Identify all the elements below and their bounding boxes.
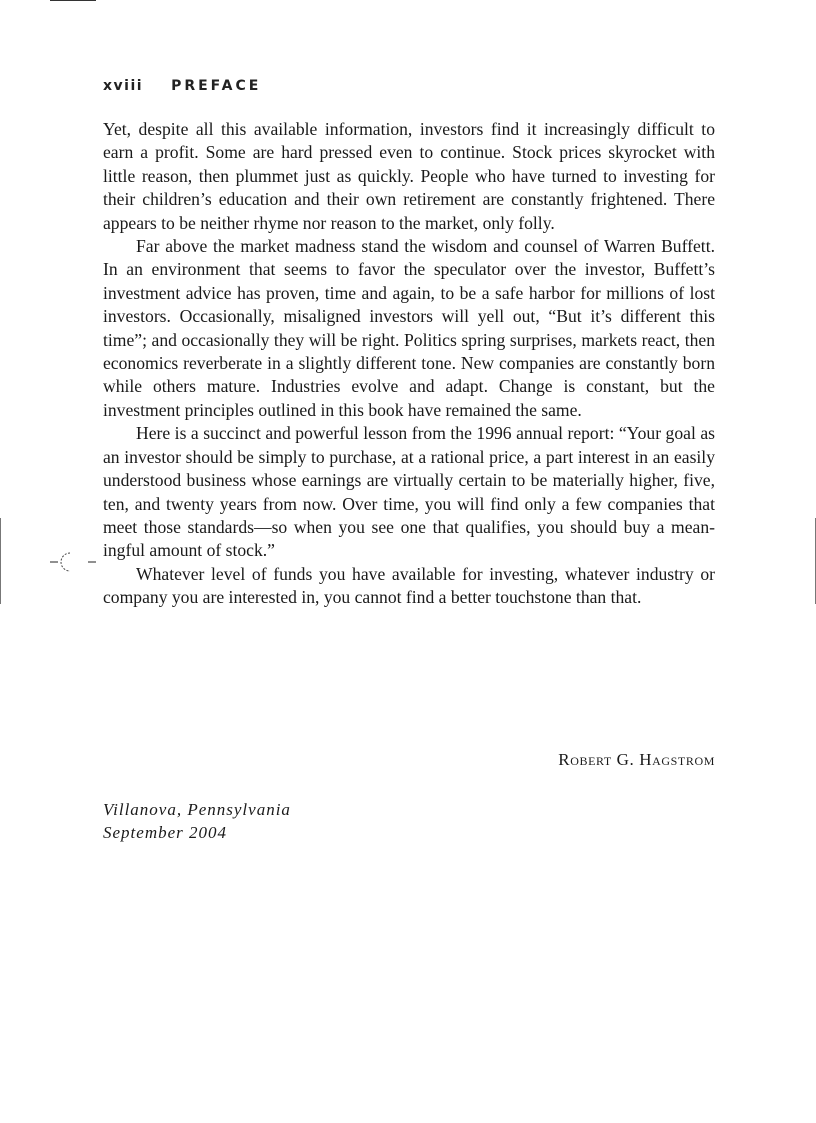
registration-mark-icon [50, 548, 96, 578]
body-text [103, 118, 715, 610]
location: Villanova, Pennsylvania [103, 800, 291, 819]
paragraph: Here is a succinct and powerful lesson from the 1996 annual report: “Your goal as an investor should be simply to purchase, at a rational price, a part interest in an easily understood business whose earnings are virtually certain to be materially higher, five, ten, and twenty years from now. Over time, you will find only a few companies that meet those standards—so when you see one that qualifies, you should buy a meaningful amount of stock.” [103, 423, 715, 561]
section-title: PREFACE [171, 78, 262, 94]
paragraph: Yet, despite all this available information, investors find it increasingly difficult to earn a profit. Some are hard pressed even to continue. Stock prices skyrocket with little reason, then plummet just as quickly. People who have turned to investing for their children’s education and their own retirement are constantly frightened. There appears to be neither rhyme nor reason to the market, only folly. [103, 119, 715, 233]
paragraph: Whatever level of funds you have available for investing, whatever industry or company you are interested in, you cannot find a better touchstone than that. [103, 563, 715, 608]
crop-mark-left [0, 518, 1, 604]
place-and-date [103, 798, 291, 844]
date: September 2004 [103, 823, 228, 842]
crop-mark-top [50, 0, 96, 1]
running-head [103, 78, 261, 94]
paragraph: Far above the market madness stand the wisdom and counsel of Warren Buffett. In an environment that seems to favor the speculator over the investor, Buffett’s investment advice has proven, time and again, to be a safe harbor for millions of lost investors. Occasionally, misaligned investors will yell out, “But it’s different this time”; and occasionally they will be right. Politics spring surprises, markets react, then economics reverberate in a slightly different tone. New companies are constantly born while others mature. Industries evolve and adapt. Change is constant, but the investment principles outlined in this book have remained the same. [103, 236, 715, 420]
page-number: xviii [103, 78, 144, 94]
author-signature: Robert G. Hagstrom [558, 750, 715, 769]
